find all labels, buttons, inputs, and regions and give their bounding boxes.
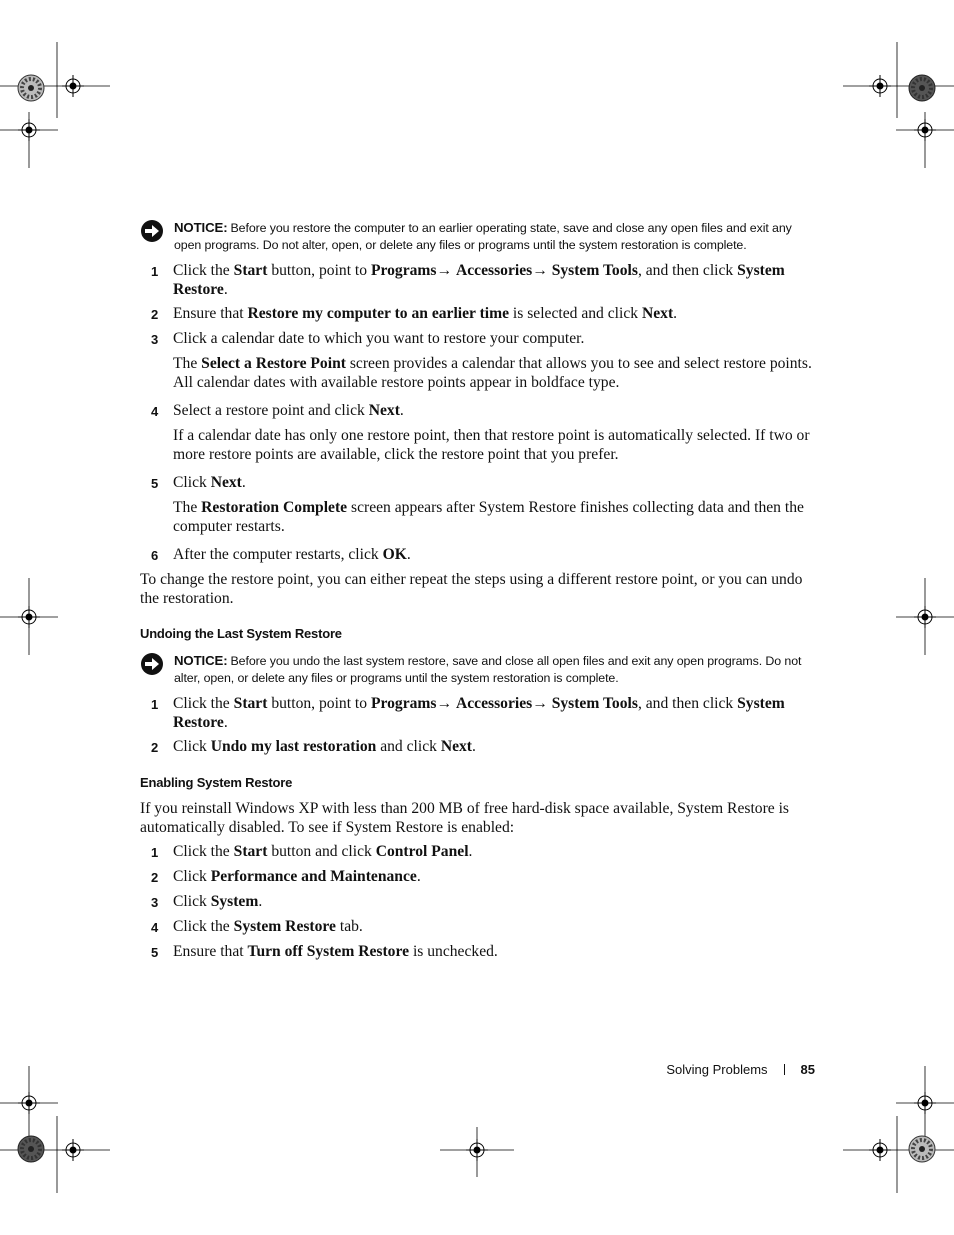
notice-label: NOTICE: (174, 653, 228, 668)
footer-section-title: Solving Problems (666, 1062, 768, 1077)
notice-label: NOTICE: (174, 220, 228, 235)
list-item: 4 Click the System Restore tab. (151, 918, 363, 935)
step-number: 6 (151, 548, 159, 563)
body-paragraph: If you reinstall Windows XP with less than 200 MB of free hard-disk space available, System Restore is automatically disabled. To see if System Restore is enabled: (140, 800, 789, 836)
list-item: 4 Select a restore point and click Next. (151, 402, 404, 419)
footer-divider (784, 1064, 785, 1075)
step-number: 3 (151, 332, 159, 347)
body-paragraph: To change the restore point, you can either repeat the steps using a different restore point, or you can undo the restoration. (140, 571, 803, 607)
list-item: 3 Click a calendar date to which you want to restore your computer. (151, 330, 585, 347)
list-item: 5 Click Next. (151, 474, 246, 491)
list-item: 2 Click Performance and Maintenance. (151, 868, 421, 885)
notice-arrow-icon (140, 652, 164, 676)
page-footer (600, 1062, 815, 1077)
step-detail: The Restoration Complete screen appears after System Restore finishes collecting data and then the computer restarts. (173, 499, 804, 535)
step-detail: If a calendar date has only one restore point, then that restore point is automatically selected. If two or more restore points are available, click the restore point that you prefer. (173, 427, 810, 463)
step-number: 2 (151, 870, 159, 885)
list-item: 1 Click the Start button and click Control Panel. (151, 843, 473, 860)
step-detail: The Select a Restore Point screen provides a calendar that allows you to see and select restore points. All calendar dates with available restore points appear in boldface type. (173, 355, 812, 391)
list-item: 5 Ensure that Turn off System Restore is unchecked. (151, 943, 498, 960)
list-item: 1 Click the Start button, point to Programs→ Accessories→ System Tools, and then click System Restore. (151, 262, 785, 298)
notice-text (174, 219, 820, 254)
notice-body: Before you restore the computer to an earlier operating state, save and close any open files and exit any open programs. Do not alter, open, or delete any files or programs until the system restoration is complete. (174, 221, 792, 252)
step-number: 1 (151, 845, 159, 860)
step-number: 2 (151, 740, 159, 755)
step-number: 5 (151, 476, 159, 491)
section-heading: Undoing the Last System Restore (140, 626, 342, 641)
notice-arrow-icon (140, 219, 164, 243)
step-number: 1 (151, 264, 159, 279)
step-number: 4 (151, 404, 159, 419)
list-item: 1 Click the Start button, point to Programs→ Accessories→ System Tools, and then click System Restore. (151, 695, 785, 731)
notice-block (140, 652, 820, 687)
list-item: 6 After the computer restarts, click OK. (151, 546, 411, 563)
list-item: 2 Click Undo my last restoration and click Next. (151, 738, 476, 755)
list-item: 3 Click System. (151, 893, 263, 910)
section-heading: Enabling System Restore (140, 775, 293, 790)
step-number: 5 (151, 945, 159, 960)
step-number: 1 (151, 697, 159, 712)
notice-text (174, 652, 820, 687)
notice-block (140, 219, 820, 254)
list-item: 2 Ensure that Restore my computer to an earlier time is selected and click Next. (151, 305, 678, 322)
page-number: 85 (800, 1062, 815, 1077)
step-number: 2 (151, 307, 159, 322)
step-number: 3 (151, 895, 159, 910)
notice-body: Before you undo the last system restore, save and close all open files and exit any open programs. Do not alter, open, or delete any files or programs until the system restoration is complete. (174, 654, 802, 685)
step-number: 4 (151, 920, 159, 935)
